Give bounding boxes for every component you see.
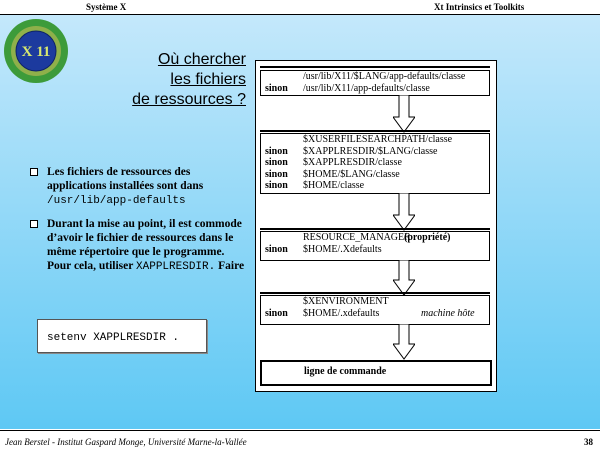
step-row	[261, 71, 489, 83]
bullet-code: /usr/lib/app-defaults	[47, 195, 186, 207]
step-value: /usr/lib/X11/$LANG/app-defaults/classe	[303, 71, 466, 82]
title-line-2: les fichiers	[170, 71, 246, 88]
divider	[260, 66, 490, 68]
step-row	[261, 296, 489, 308]
footer-author: Jean Berstel - Institut Gaspard Monge, Université Marne-la-Vallée	[5, 437, 247, 447]
step-value: /usr/lib/X11/app-defaults/classe	[303, 82, 430, 94]
divider	[260, 292, 490, 294]
down-arrow-icon	[393, 260, 415, 296]
step-keyword: sinon	[265, 145, 288, 157]
slide-header	[0, 0, 600, 15]
step-keyword: sinon	[265, 307, 288, 319]
step-value: $XENVIRONMENT	[303, 296, 389, 307]
step-note: (propriété)	[404, 232, 451, 243]
step-note: machine hôte	[421, 307, 475, 319]
down-arrow-icon	[393, 95, 415, 133]
bullet-item	[30, 217, 250, 274]
bullet-code: XAPPLRESDIR.	[136, 261, 216, 273]
step-value: ligne de commande	[304, 366, 387, 377]
step-value: RESOURCE_MANAGER	[303, 232, 411, 243]
step-row	[262, 366, 490, 378]
step-row	[261, 134, 489, 146]
step-value: $XAPPLRESDIR/classe	[303, 157, 402, 168]
slide-footer	[0, 430, 600, 451]
step-keyword: sinon	[265, 82, 288, 94]
step-value: $HOME/.xdefaults	[303, 307, 380, 319]
step-value: $XAPPLRESDIR/$LANG/classe	[303, 145, 438, 157]
step-value: $HOME/classe	[303, 180, 365, 191]
step-value: $HOME/.Xdefaults	[303, 243, 382, 255]
lookup-step-4	[260, 295, 490, 325]
divider	[260, 228, 490, 230]
title-line-3: de ressources ?	[132, 91, 246, 108]
step-keyword: sinon	[265, 157, 288, 168]
page-number: 38	[584, 437, 593, 447]
down-arrow-icon	[393, 324, 415, 360]
command-box	[37, 319, 207, 353]
step-row	[261, 83, 489, 95]
bullet-square-icon	[30, 168, 38, 176]
step-row	[261, 169, 489, 181]
x11-logo	[3, 18, 69, 84]
header-left-title: Système X	[86, 2, 127, 12]
bullet-item	[30, 165, 250, 208]
step-row	[261, 146, 489, 158]
logo-text: X 11	[21, 44, 51, 60]
step-row	[261, 308, 489, 320]
bullet-text: Les fichiers de ressources des applications installées sont dans	[47, 166, 204, 192]
step-value: $HOME/$LANG/classe	[303, 168, 400, 180]
step-value: $XUSERFILESEARCHPATH/classe	[303, 134, 453, 145]
step-keyword: sinon	[265, 180, 288, 191]
lookup-order-panel	[255, 60, 497, 392]
step-row	[261, 157, 489, 169]
title-line-1: Où chercher	[157, 51, 246, 68]
bullet-square-icon	[30, 220, 38, 228]
command-text: setenv XAPPLRESDIR .	[47, 332, 180, 344]
bullet-text: Durant la mise au point, il est commode d’avoir le fichier de ressources dans le même répertoire que le programme. Pour cela, utiliser	[47, 218, 242, 272]
down-arrow-icon	[393, 193, 415, 231]
lookup-step-5	[260, 360, 492, 386]
step-row	[261, 232, 489, 244]
step-row	[261, 244, 489, 256]
lookup-step-1	[260, 70, 490, 96]
header-right-title: Xt Intrinsics et Toolkits	[434, 2, 525, 12]
step-keyword: sinon	[265, 243, 288, 255]
slide-title	[96, 50, 246, 110]
step-keyword: sinon	[265, 168, 288, 180]
bullet-list	[30, 165, 250, 283]
lookup-step-3	[260, 231, 490, 261]
lookup-step-2	[260, 133, 490, 194]
bullet-tail: Faire	[218, 260, 245, 272]
step-row	[261, 180, 489, 192]
divider	[260, 130, 490, 132]
